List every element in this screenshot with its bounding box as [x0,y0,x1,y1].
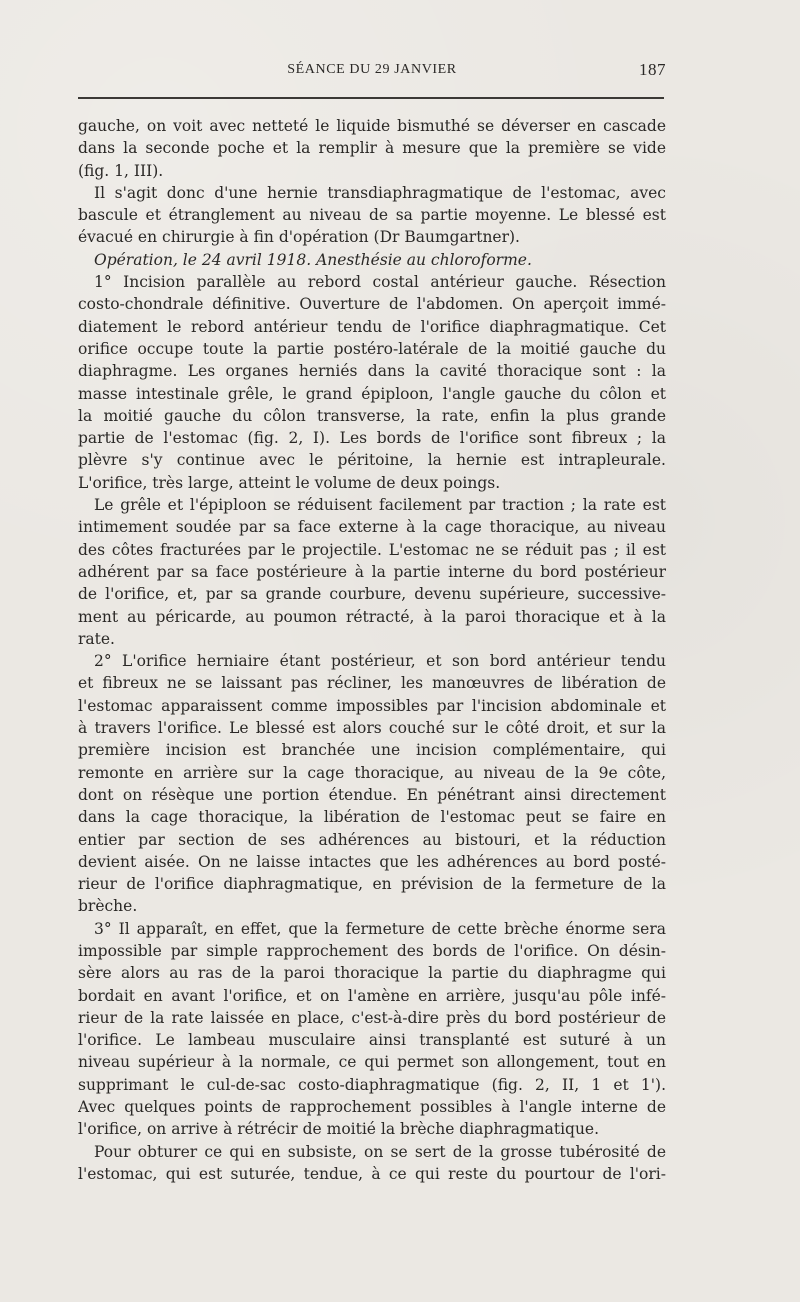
text-line: l'orifice. Le lambeau musculaire ainsi transplanté est suturé à un [78,1031,666,1050]
text-line: rate. [78,629,115,648]
text-line: 1° Incision parallèle au rebord costal antérieur gauche. Résection [94,273,666,292]
text-line: dans la seconde poche et la remplir à mesure que la première se vide [78,139,666,158]
text-line: devient aisée. On ne laisse intactes que les adhérences au bord posté- [78,852,666,871]
text-line: des côtes fracturées par le projectile. L'estomac ne se réduit pas ; il est [78,540,666,559]
text-line: orifice occupe toute la partie postéro-latérale de la moitié gauche du [78,339,666,358]
text-line: Il s'agit donc d'une hernie transdiaphragmatique de l'estomac, avec [94,183,666,202]
text-line: ment au péricarde, au poumon rétracté, à la paroi thoracique et à la [78,607,666,626]
body-text [78,115,666,1185]
text-line: (fig. 1, III). [78,161,164,180]
running-header [78,60,666,82]
page-number: 187 [639,60,666,79]
text-line: dans la cage thoracique, la libération de l'estomac peut se faire en [78,808,666,827]
text-line: Pour obturer ce qui en subsiste, on se sert de la grosse tubérosité de [94,1142,666,1161]
text-line: sère alors au ras de la paroi thoracique la partie du diaphragme qui [78,964,666,983]
text-line: Opération, le 24 avril 1918. Anesthésie au chloroforme. [94,250,532,269]
text-line: remonte en arrière sur la cage thoracique, au niveau de la 9e côte, [78,763,666,782]
text-line: Avec quelques points de rapprochement possibles à l'angle interne de [78,1098,666,1117]
running-title: SÉANCE DU 29 JANVIER [287,62,457,77]
text-line: de l'orifice, et, par sa grande courbure, devenu supérieure, successive- [78,585,666,604]
text-line: costo-chondrale définitive. Ouverture de l'abdomen. On aperçoit immé- [78,295,666,314]
text-line: impossible par simple rapprochement des bords de l'orifice. On désin- [78,941,666,960]
text-line: 3° Il apparaît, en effet, que la fermeture de cette brèche énorme sera [94,919,666,938]
text-line: l'orifice, on arrive à rétrécir de moitié la brèche diaphragmatique. [78,1120,600,1139]
text-line: l'estomac, qui est suturée, tendue, à ce qui reste du pourtour de l'ori- [78,1164,666,1183]
text-line: à travers l'orifice. Le blessé est alors couché sur le côté droit, et sur la [78,719,666,738]
text-line: plèvre s'y continue avec le péritoine, la hernie est intrapleurale. [78,451,666,470]
text-line: évacué en chirurgie à fin d'opération (Dr Baumgartner). [78,228,520,247]
text-line: L'orifice, très large, atteint le volume de deux poings. [78,473,501,492]
text-line: dont on résèque une portion étendue. En pénétrant ainsi directement [78,785,666,804]
text-line: première incision est branchée une incision complémentaire, qui [78,741,666,760]
text-line: rieur de l'orifice diaphragmatique, en prévision de la fermeture de la [78,875,666,894]
text-line: diatement le rebord antérieur tendu de l'orifice diaphragmatique. Cet [78,317,666,336]
text-line: 2° L'orifice herniaire étant postérieur, et son bord antérieur tendu [94,652,666,671]
text-line: diaphragme. Les organes herniés dans la cavité thoracique sont : la [78,362,666,381]
text-line: rieur de la rate laissée en place, c'est-à-dire près du bord postérieur de [78,1008,666,1027]
header-rule [78,97,664,99]
text-line: brèche. [78,897,138,916]
text-line: gauche, on voit avec netteté le liquide bismuthé se déverser en cascade [78,117,666,135]
text-line: niveau supérieur à la normale, ce qui permet son allongement, tout en [78,1053,666,1072]
text-line: bascule et étranglement au niveau de sa partie moyenne. Le blessé est [78,206,666,225]
text-line: supprimant le cul-de-sac costo-diaphragmatique (fig. 2, II, 1 et 1'). [78,1075,666,1094]
text-line: et fibreux ne se laissant pas récliner, les manœuvres de libération de [78,674,666,693]
text-line: adhérent par sa face postérieure à la partie interne du bord postérieur [78,562,666,581]
text-line: masse intestinale grêle, le grand épiploon, l'angle gauche du côlon et [78,384,666,403]
text-line: bordait en avant l'orifice, et on l'amène en arrière, jusqu'au pôle infé- [78,986,666,1005]
text-line: partie de l'estomac (fig. 2, I). Les bords de l'orifice sont fibreux ; la [78,429,666,448]
text-line: l'estomac apparaissent comme impossibles par l'incision abdominale et [78,696,666,715]
text-line: Le grêle et l'épiploon se réduisent facilement par traction ; la rate est [94,496,666,515]
text-line: la moitié gauche du côlon transverse, la rate, enfin la plus grande [78,406,666,425]
text-line: intimement soudée par sa face externe à la cage thoracique, au niveau [78,518,666,537]
text-line: entier par section de ses adhérences au bistouri, et la réduction [78,830,666,849]
